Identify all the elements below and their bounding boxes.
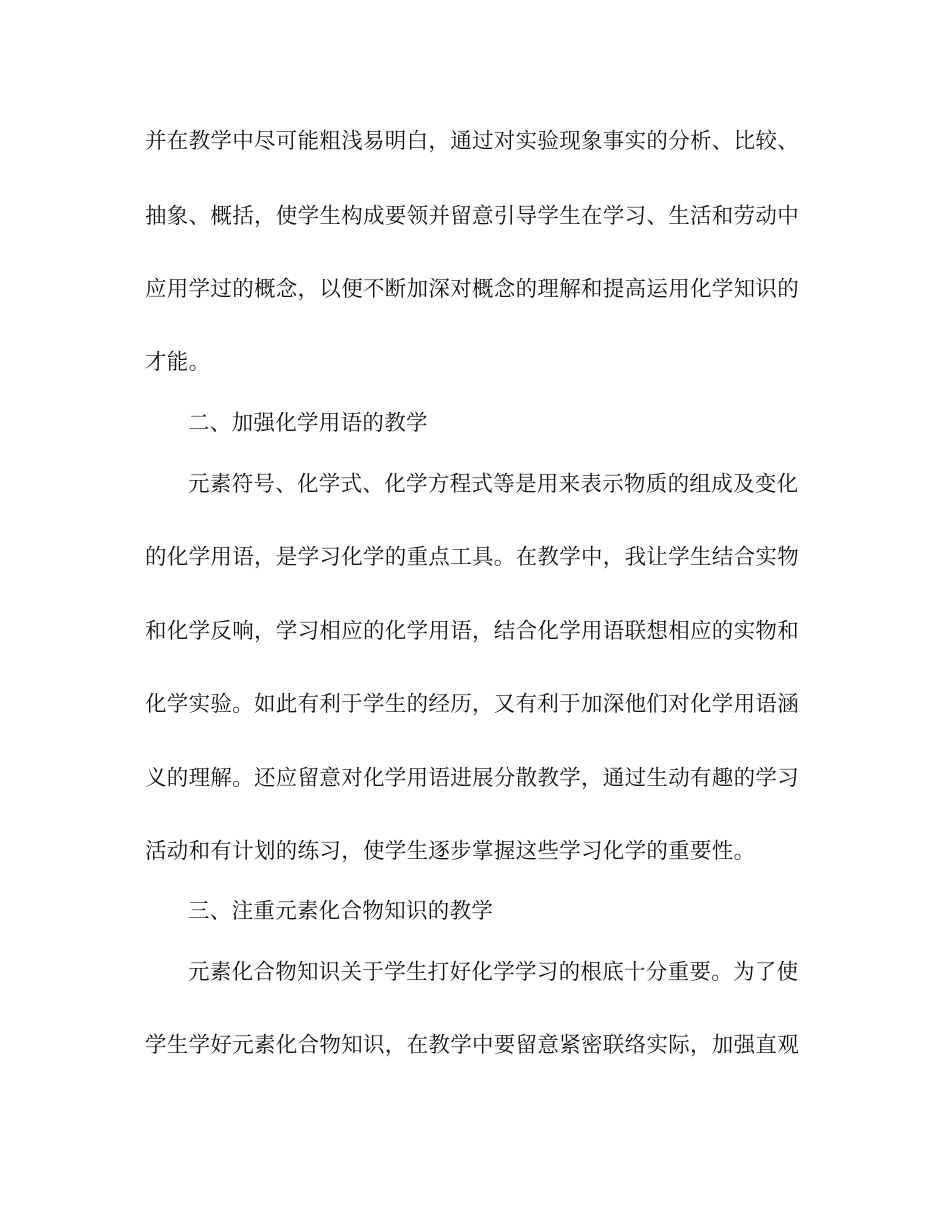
paragraph-line: 元素化合物知识关于学生打好化学学习的根底十分重要。为了使 [188,960,799,985]
paragraph-line: 元素符号、化学式、化学方程式等是用来表示物质的组成及变化 [188,472,799,497]
paragraph-line: 学生学好元素化合物知识，在教学中要留意紧密联络实际，加强直观 [145,1033,800,1058]
section-heading: 三、注重元素化合物知识的教学 [188,899,494,924]
paragraph-line: 应用学过的概念，以便不断加深对概念的理解和提高运用化学知识的 [145,277,800,302]
section-heading: 二、加强化学用语的教学 [188,411,428,436]
paragraph-line: 化学实验。如此有利于学生的经历，又有利于加深他们对化学用语涵 [145,692,800,717]
paragraph-line: 的化学用语，是学习化学的重点工具。在教学中，我让学生结合实物 [145,545,800,570]
paragraph-line: 义的理解。还应留意对化学用语进展分散教学，通过生动有趣的学习 [145,766,800,791]
paragraph-line: 活动和有计划的练习，使学生逐步掌握这些学习化学的重要性。 [145,839,756,864]
paragraph-line: 并在教学中尽可能粗浅易明白，通过对实验现象事实的分析、比较、 [145,129,800,154]
paragraph-line: 才能。 [145,350,211,375]
paragraph-line: 抽象、概括，使学生构成要领并留意引导学生在学习、生活和劳动中 [145,204,800,229]
paragraph-line: 和化学反响，学习相应的化学用语，结合化学用语联想相应的实物和 [145,619,800,644]
